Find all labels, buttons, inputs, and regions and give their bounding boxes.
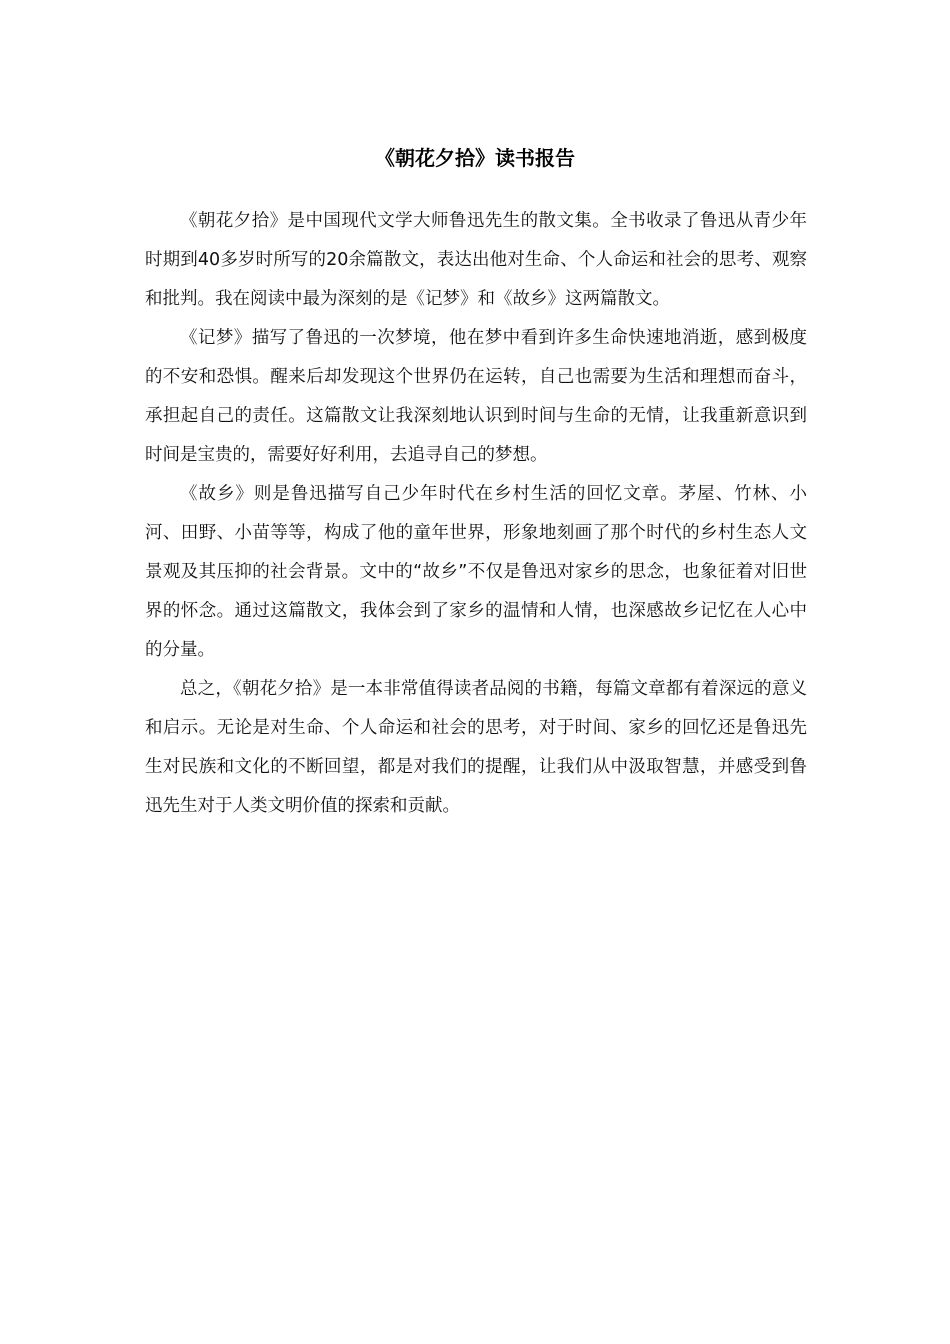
document-body xyxy=(145,202,807,826)
paragraph-intro: 《朝花夕拾》是中国现代文学大师鲁迅先生的散文集。全书收录了鲁迅从青少年时期到40多岁时所写的20余篇散文，表达出他对生命、个人命运和社会的思考、观察和批判。我在阅读中最为深刻的是《记梦》和《故乡》这两篇散文。 xyxy=(145,211,807,309)
paragraph-conclusion: 总之，《朝花夕拾》是一本非常值得读者品阅的书籍，每篇文章都有着深远的意义和启示。无论是对生命、个人命运和社会的思考，对于时间、家乡的回忆还是鲁迅先生对民族和文化的不断回望，都是对我们的提醒，让我们从中汲取智慧，并感受到鲁迅先生对于人类文明价值的探索和贡献。 xyxy=(145,679,807,816)
document-title: 《朝花夕拾》读书报告 xyxy=(375,146,575,170)
paragraph-jimeng: 《记梦》描写了鲁迅的一次梦境，他在梦中看到许多生命快速地消逝，感到极度的不安和恐惧。醒来后却发现这个世界仍在运转，自己也需要为生活和理想而奋斗，承担起自己的责任。这篇散文让我深刻地认识到时间与生命的无情，让我重新意识到时间是宝贵的，需要好好利用，去追寻自己的梦想。 xyxy=(145,328,807,465)
paragraph-guxiang: 《故乡》则是鲁迅描写自己少年时代在乡村生活的回忆文章。茅屋、竹林、小河、田野、小苗等等，构成了他的童年世界，形象地刻画了那个时代的乡村生态人文景观及其压抑的社会背景。文中的“故乡”不仅是鲁迅对家乡的思念，也象征着对旧世界的怀念。通过这篇散文，我体会到了家乡的温情和人情，也深感故乡记忆在人心中的分量。 xyxy=(145,484,807,660)
